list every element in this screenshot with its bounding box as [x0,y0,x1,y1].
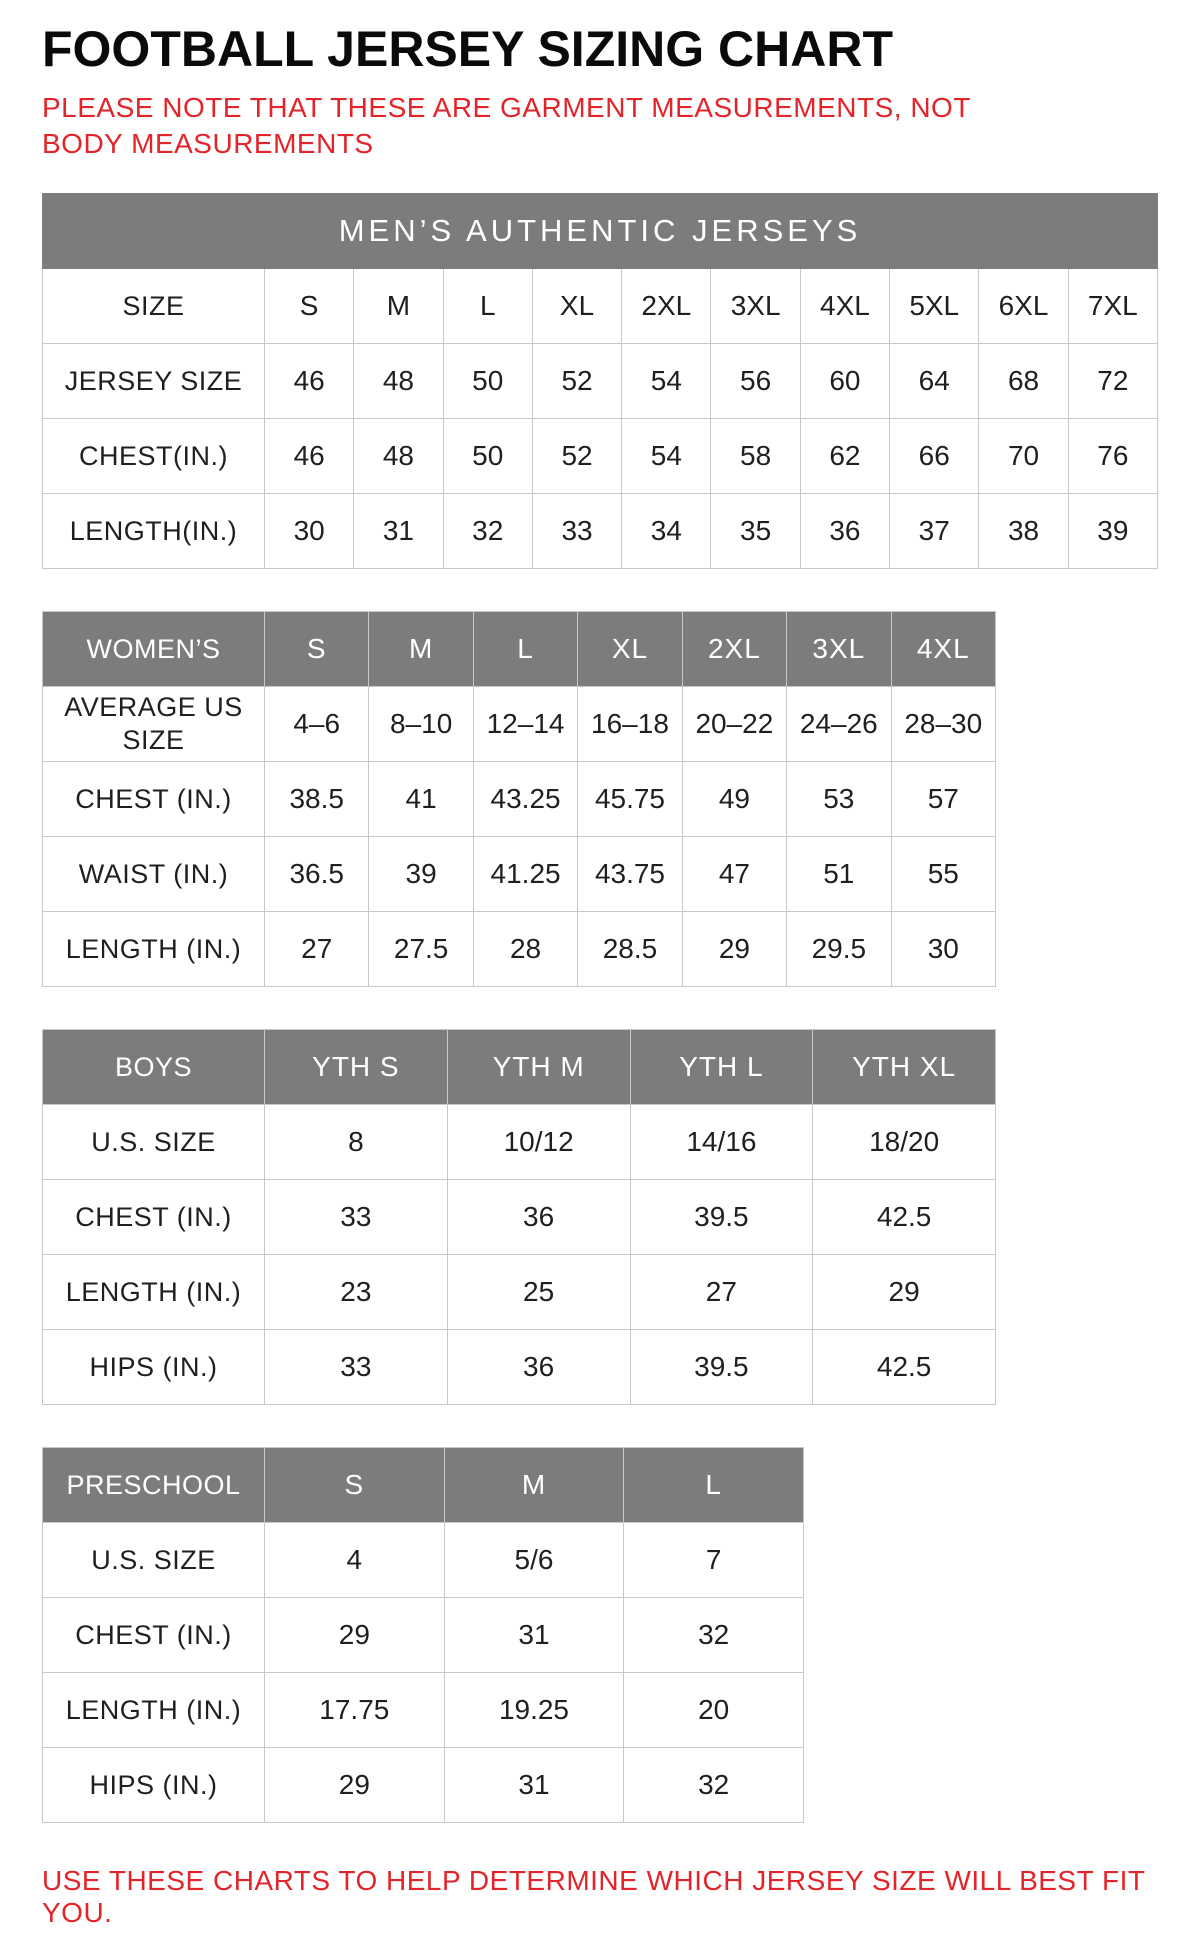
mens-cell: 3XL [711,268,800,343]
womens-cell: 24–26 [787,686,891,761]
preschool-row-1 [43,1597,804,1672]
mens-row-0 [43,268,1158,343]
mens-cell: 32 [443,493,532,568]
mens-cell: 6XL [979,268,1068,343]
footer-note: USE THESE CHARTS TO HELP DETERMINE WHICH JERSEY SIZE WILL BEST FIT YOU. [42,1864,1145,1928]
mens-cell: 52 [532,343,621,418]
boys-row-2 [43,1254,996,1329]
womens-header-col-6: 4XL [891,611,995,686]
mens-cell: 64 [890,343,979,418]
mens-cell: 31 [354,493,443,568]
boys-cell: 8 [265,1104,448,1179]
mens-cell: 36 [800,493,889,568]
preschool-cell: 4 [265,1522,445,1597]
preschool-cell: 32 [624,1597,804,1672]
mens-table-title: MEN’S AUTHENTIC JERSEYS [43,193,1158,268]
preschool-table [42,1447,804,1823]
preschool-cell: 31 [444,1597,624,1672]
womens-header-row [43,611,996,686]
measurement-note: PLEASE NOTE THAT THESE ARE GARMENT MEASUREMENTS, NOT BODY MEASUREMENTS [42,92,971,160]
boys-cell: 25 [447,1254,630,1329]
womens-cell: 41 [369,761,473,836]
womens-table [42,611,996,987]
preschool-row-2 [43,1672,804,1747]
mens-cell: 58 [711,418,800,493]
preschool-cell: 29 [265,1747,445,1822]
mens-row-3 [43,493,1158,568]
womens-row-label: AVERAGE US SIZE [43,686,265,761]
boys-table [42,1029,996,1405]
mens-cell: 62 [800,418,889,493]
womens-cell: 8–10 [369,686,473,761]
boys-cell: 36 [447,1179,630,1254]
boys-row-0 [43,1104,996,1179]
mens-cell: 52 [532,418,621,493]
preschool-header-label: PRESCHOOL [43,1447,265,1522]
boys-header-label: BOYS [43,1029,265,1104]
preschool-cell: 17.75 [265,1672,445,1747]
mens-cell: 60 [800,343,889,418]
mens-row-label: JERSEY SIZE [43,343,265,418]
boys-cell: 39.5 [630,1179,813,1254]
mens-cell: S [265,268,354,343]
boys-cell: 27 [630,1254,813,1329]
mens-cell: 48 [354,418,443,493]
womens-row-2 [43,836,996,911]
womens-cell: 43.75 [578,836,682,911]
womens-cell: 29.5 [787,911,891,986]
womens-cell: 55 [891,836,995,911]
womens-cell: 53 [787,761,891,836]
womens-header-label: WOMEN’S [43,611,265,686]
mens-cell: 70 [979,418,1068,493]
mens-cell: 46 [265,343,354,418]
boys-cell: 42.5 [813,1179,996,1254]
boys-cell: 36 [447,1329,630,1404]
mens-cell: 48 [354,343,443,418]
boys-row-label: U.S. SIZE [43,1104,265,1179]
boys-row-label: CHEST (IN.) [43,1179,265,1254]
mens-cell: 50 [443,343,532,418]
mens-row-2 [43,418,1158,493]
womens-cell: 28 [473,911,577,986]
preschool-cell: 29 [265,1597,445,1672]
womens-cell: 57 [891,761,995,836]
mens-cell: L [443,268,532,343]
womens-row-label: LENGTH (IN.) [43,911,265,986]
mens-cell: XL [532,268,621,343]
mens-cell: 34 [622,493,711,568]
preschool-header-col-0: S [265,1447,445,1522]
mens-cell: M [354,268,443,343]
mens-row-label: LENGTH(IN.) [43,493,265,568]
boys-header-row [43,1029,996,1104]
mens-cell: 38 [979,493,1068,568]
womens-cell: 28–30 [891,686,995,761]
preschool-header-col-1: M [444,1447,624,1522]
preschool-row-label: CHEST (IN.) [43,1597,265,1672]
boys-row-1 [43,1179,996,1254]
womens-cell: 16–18 [578,686,682,761]
womens-row-label: WAIST (IN.) [43,836,265,911]
mens-cell: 39 [1068,493,1157,568]
boys-header-col-2: YTH L [630,1029,813,1104]
mens-cell: 30 [265,493,354,568]
womens-row-0 [43,686,996,761]
preschool-row-label: LENGTH (IN.) [43,1672,265,1747]
boys-header-col-1: YTH M [447,1029,630,1104]
preschool-cell: 31 [444,1747,624,1822]
womens-header-col-4: 2XL [682,611,786,686]
preschool-header-row [43,1447,804,1522]
boys-cell: 10/12 [447,1104,630,1179]
womens-row-3 [43,911,996,986]
womens-cell: 43.25 [473,761,577,836]
womens-cell: 12–14 [473,686,577,761]
mens-cell: 4XL [800,268,889,343]
mens-cell: 72 [1068,343,1157,418]
preschool-header-col-2: L [624,1447,804,1522]
preschool-cell: 7 [624,1522,804,1597]
womens-cell: 30 [891,911,995,986]
mens-cell: 66 [890,418,979,493]
boys-cell: 18/20 [813,1104,996,1179]
mens-row-label: SIZE [43,268,265,343]
mens-cell: 33 [532,493,621,568]
womens-header-col-1: M [369,611,473,686]
preschool-row-3 [43,1747,804,1822]
womens-cell: 38.5 [265,761,369,836]
boys-cell: 33 [265,1179,448,1254]
mens-row-label: CHEST(IN.) [43,418,265,493]
boys-cell: 14/16 [630,1104,813,1179]
womens-cell: 39 [369,836,473,911]
mens-cell: 54 [622,343,711,418]
womens-cell: 51 [787,836,891,911]
mens-cell: 7XL [1068,268,1157,343]
womens-header-col-5: 3XL [787,611,891,686]
boys-row-label: LENGTH (IN.) [43,1254,265,1329]
womens-cell: 27 [265,911,369,986]
preschool-row-0 [43,1522,804,1597]
boys-header-col-0: YTH S [265,1029,448,1104]
preschool-row-label: U.S. SIZE [43,1522,265,1597]
preschool-row-label: HIPS (IN.) [43,1747,265,1822]
mens-cell: 2XL [622,268,711,343]
womens-cell: 20–22 [682,686,786,761]
mens-cell: 46 [265,418,354,493]
mens-cell: 56 [711,343,800,418]
boys-cell: 29 [813,1254,996,1329]
womens-cell: 4–6 [265,686,369,761]
womens-cell: 49 [682,761,786,836]
mens-table [42,193,1158,569]
boys-cell: 39.5 [630,1329,813,1404]
preschool-cell: 32 [624,1747,804,1822]
mens-title-row [43,193,1158,268]
mens-row-1 [43,343,1158,418]
womens-header-col-3: XL [578,611,682,686]
womens-header-col-2: L [473,611,577,686]
womens-cell: 28.5 [578,911,682,986]
mens-cell: 37 [890,493,979,568]
preschool-cell: 5/6 [444,1522,624,1597]
womens-cell: 36.5 [265,836,369,911]
boys-cell: 42.5 [813,1329,996,1404]
preschool-cell: 19.25 [444,1672,624,1747]
womens-cell: 41.25 [473,836,577,911]
womens-cell: 47 [682,836,786,911]
boys-row-3 [43,1329,996,1404]
preschool-cell: 20 [624,1672,804,1747]
mens-cell: 54 [622,418,711,493]
mens-cell: 5XL [890,268,979,343]
womens-cell: 45.75 [578,761,682,836]
mens-cell: 76 [1068,418,1157,493]
womens-cell: 29 [682,911,786,986]
mens-cell: 50 [443,418,532,493]
womens-cell: 27.5 [369,911,473,986]
boys-cell: 23 [265,1254,448,1329]
mens-cell: 35 [711,493,800,568]
womens-row-1 [43,761,996,836]
womens-row-label: CHEST (IN.) [43,761,265,836]
boys-header-col-3: YTH XL [813,1029,996,1104]
mens-cell: 68 [979,343,1068,418]
womens-header-col-0: S [265,611,369,686]
boys-cell: 33 [265,1329,448,1404]
page-title: FOOTBALL JERSEY SIZING CHART [42,21,894,77]
boys-row-label: HIPS (IN.) [43,1329,265,1404]
